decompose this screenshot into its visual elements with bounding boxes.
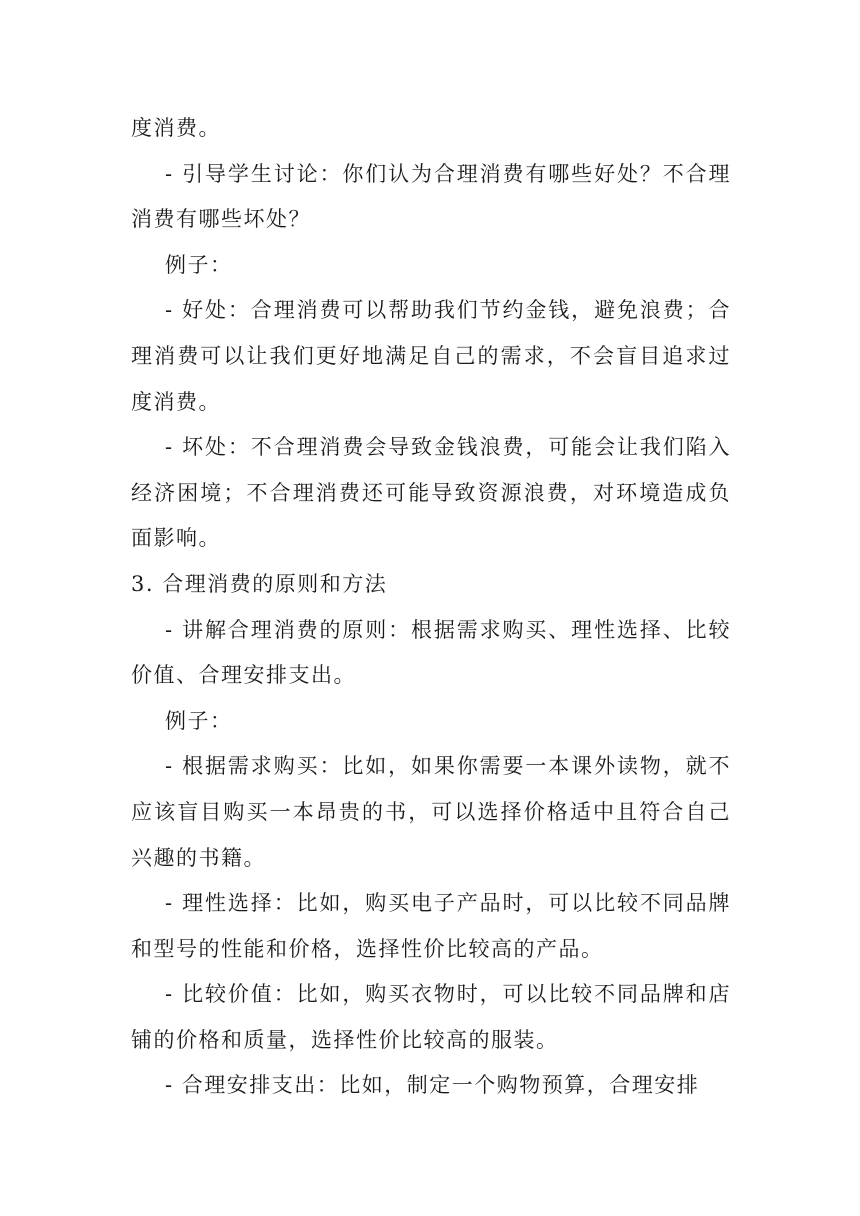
paragraph-continuation: 度消费。 <box>131 116 221 140</box>
section-heading: 3. 合理消费的原则和方法 <box>131 571 388 596</box>
paragraph-buy-by-need: - 根据需求购买：比如，如果你需要一本课外读物，就不应该盲目购买一本昂贵的书，可以选择价格适中且符合自己兴趣的书籍。 <box>131 754 731 870</box>
paragraph-plan-spending: - 合理安排支出：比如，制定一个购物预算，合理安排 <box>165 1073 700 1098</box>
paragraph-drawbacks: - 坏处：不合理消费会导致金钱浪费，可能会让我们陷入经济困境；不合理消费还可能导致资源浪费，对环境造成负面影响。 <box>131 435 731 551</box>
paragraph-discussion-prompt: - 引导学生讨论：你们认为合理消费有哪些好处？不合理消费有哪些坏处？ <box>131 161 731 232</box>
paragraph-principles: - 讲解合理消费的原则：根据需求购买、理性选择、比较价值、合理安排支出。 <box>131 617 731 688</box>
paragraph-rational-choice: - 理性选择：比如，购买电子产品时，可以比较不同品牌和型号的性能和价格，选择性价比较高的产品。 <box>131 891 731 961</box>
paragraph-example-label: 例子： <box>165 708 233 733</box>
paragraph-compare-value: - 比较价值：比如，购买衣物时，可以比较不同品牌和店铺的价格和质量，选择性价比较高的服装。 <box>131 982 731 1052</box>
paragraph-benefits: - 好处：合理消费可以帮助我们节约金钱，避免浪费；合理消费可以让我们更好地满足自己的需求，不会盲目追求过度消费。 <box>131 298 731 414</box>
paragraph-example-label: 例子： <box>165 252 233 277</box>
document-body <box>131 106 731 1109</box>
